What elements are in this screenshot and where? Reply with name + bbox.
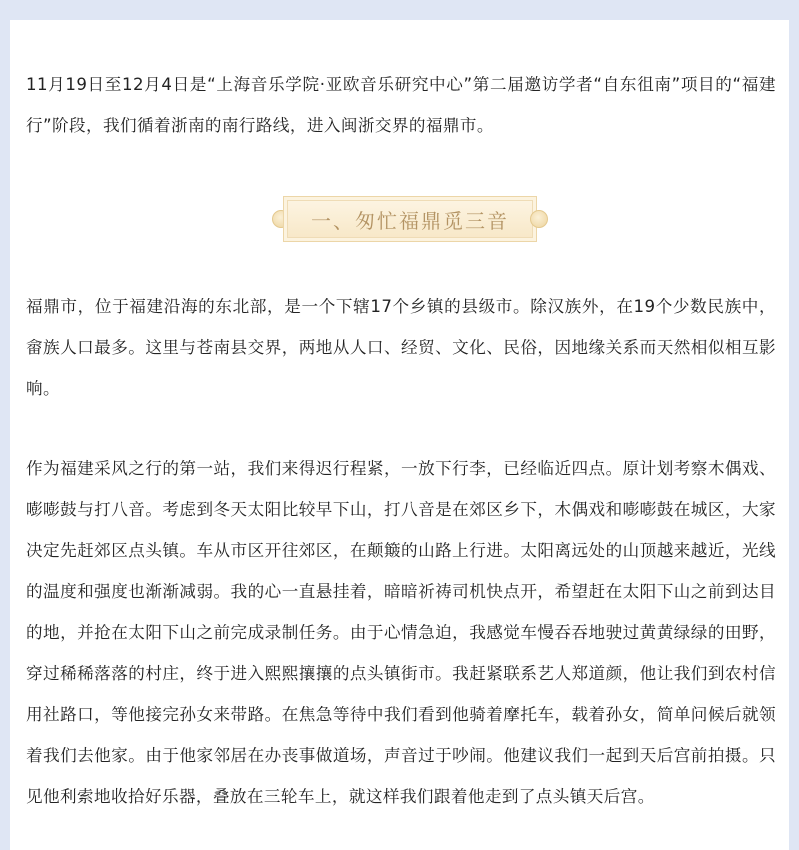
article-card	[10, 20, 789, 850]
fuding-intro-paragraph: 福鼎市，位于福建沿海的东北部，是一个下辖17个乡镇的县级市。除汉族外，在19个少数民族中，畲族人口最多。这里与苍南县交界，两地从人口、经贸、文化、民俗，因地缘关系而天然相似相互影响。	[26, 297, 776, 398]
section-heading: 一、匆忙福鼎觅三音	[311, 208, 509, 233]
banner-right-knob-icon	[530, 210, 548, 228]
section-heading-banner	[272, 196, 548, 242]
field-trip-paragraph: 作为福建采风之行的第一站，我们来得迟行程紧，一放下行李，已经临近四点。原计划考察木偶戏、嘭嘭鼓与打八音。考虑到冬天太阳比较早下山，打八音是在郊区乡下，木偶戏和嘭嘭鼓在城区，大家决定先赶郊区点头镇。车从市区开往郊区，在颠簸的山路上行进。太阳离远处的山顶越来越近，光线的温度和强度也渐渐减弱。我的心一直悬挂着，暗暗祈祷司机快点开，希望赶在太阳下山之前到达目的地，并抢在太阳下山之前完成录制任务。由于心情急迫，我感觉车慢吞吞地驶过黄黄绿绿的田野，穿过稀稀落落的村庄，终于进入熙熙攘攘的点头镇街市。我赶紧联系艺人郑道颜，他让我们到农村信用社路口，等他接完孙女来带路。在焦急等待中我们看到他骑着摩托车，载着孙女，简单问候后就领着我们去他家。由于他家邻居在办丧事做道场，声音过于吵闹。他建议我们一起到天后宫前拍摄。只见他利索地收拾好乐器，叠放在三轮车上，就这样我们跟着他走到了点头镇天后宫。	[26, 459, 776, 806]
section-heading-box	[283, 196, 537, 242]
intro-paragraph: 11月19日至12月4日是“上海音乐学院·亚欧音乐研究中心”第二届邀访学者“自东徂南”项目的“福建行”阶段，我们循着浙南的南行路线，进入闽浙交界的福鼎市。	[26, 75, 776, 135]
